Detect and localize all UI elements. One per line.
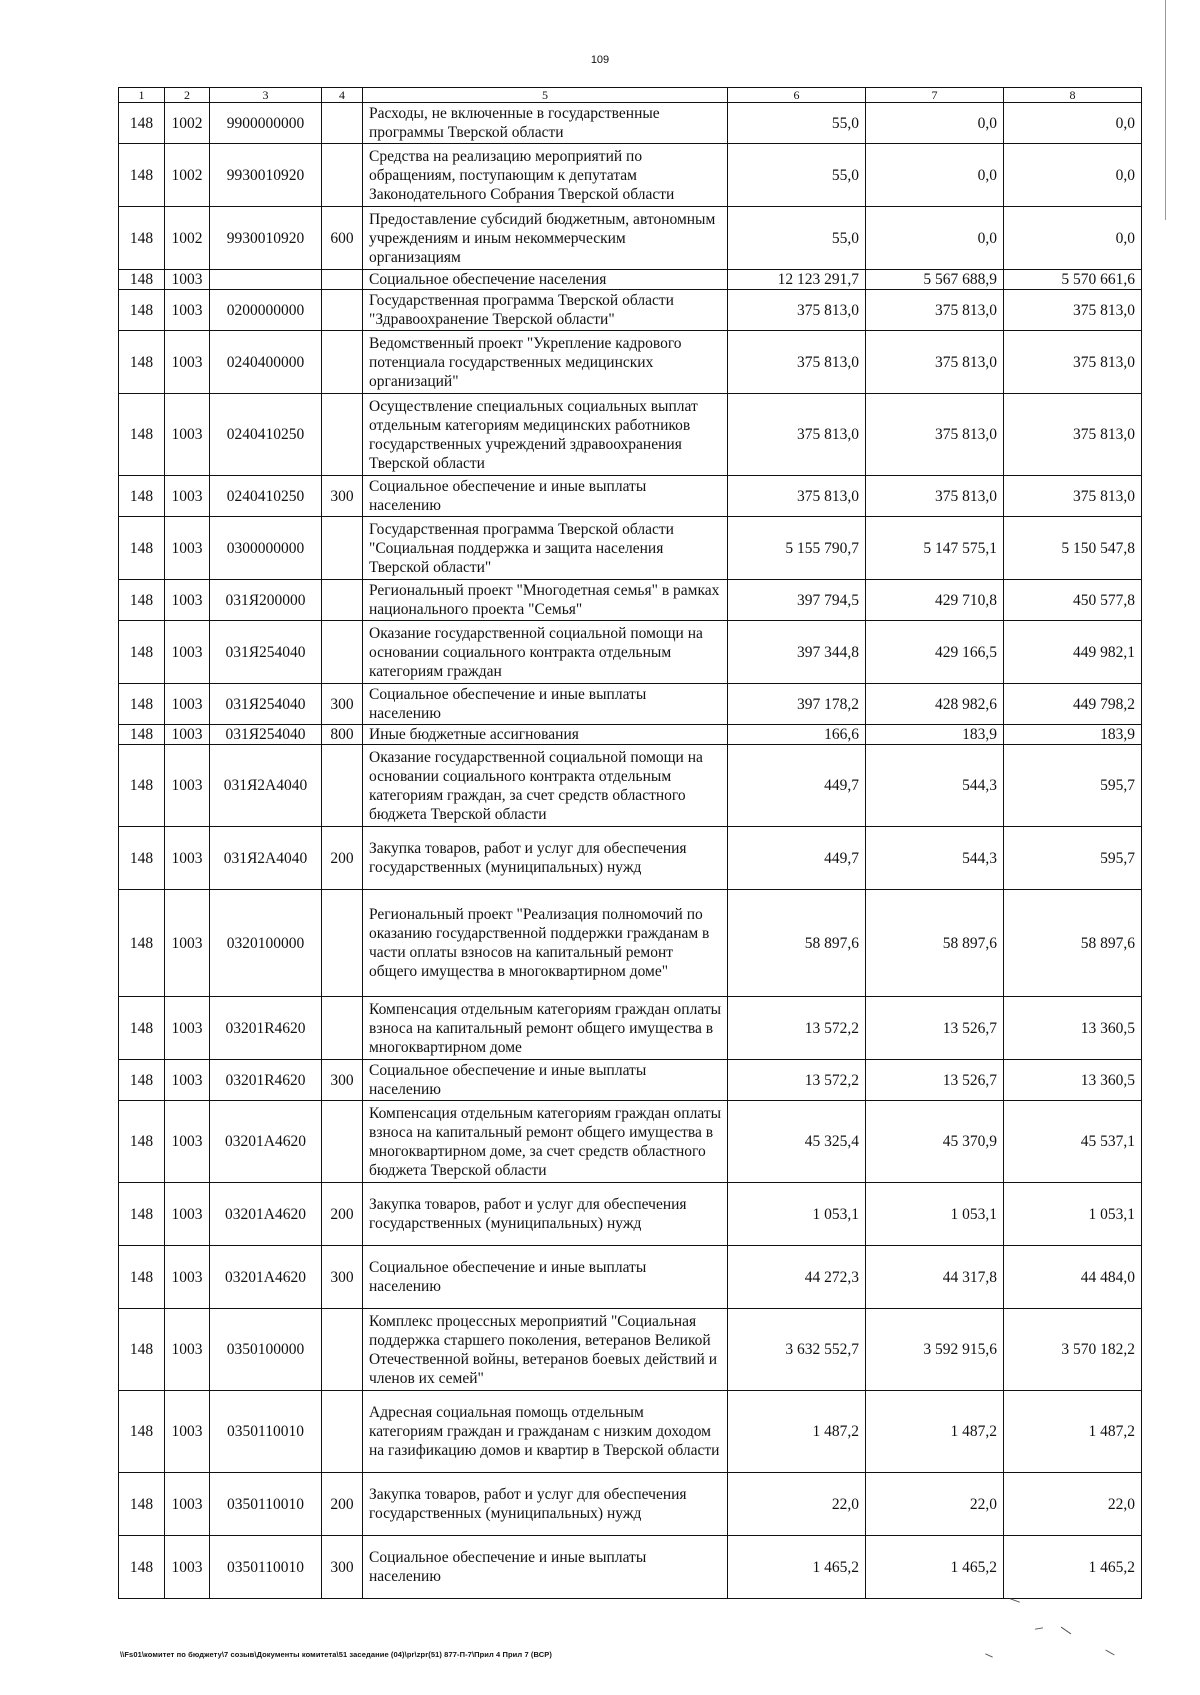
item-name: Социальное обеспечение населения — [363, 270, 728, 290]
target-article-code: 0240400000 — [210, 331, 322, 394]
item-name: Социальное обеспечение и иные выплаты населению — [363, 1246, 728, 1309]
file-path-footer: \\Fs01\комитет по бюджету\7 созыв\Документы комитета\51 заседание (04)\pr\zpr(51) 877-П-7\Прил 4 Прил 7 (ВСР) — [120, 1650, 552, 1659]
item-name: Закупка товаров, работ и услуг для обеспечения государственных (муниципальных) нужд — [363, 1183, 728, 1246]
chapter-code: 148 — [119, 270, 165, 290]
item-name: Закупка товаров, работ и услуг для обеспечения государственных (муниципальных) нужд — [363, 1473, 728, 1536]
expense-type-code — [322, 745, 363, 827]
table-row — [119, 725, 1142, 745]
amount-col7: 58 897,6 — [866, 890, 1004, 997]
expense-type-code — [322, 997, 363, 1060]
amount-col6: 449,7 — [728, 827, 866, 890]
amount-col7: 3 592 915,6 — [866, 1309, 1004, 1391]
table-row — [119, 890, 1142, 997]
chapter-code: 148 — [119, 1473, 165, 1536]
chapter-code: 148 — [119, 890, 165, 997]
table-row — [119, 331, 1142, 394]
section-code: 1003 — [165, 331, 210, 394]
amount-col7: 5 147 575,1 — [866, 517, 1004, 580]
table-row — [119, 207, 1142, 270]
table-row — [119, 1391, 1142, 1473]
target-article-code: 03201А4620 — [210, 1183, 322, 1246]
target-article-code: 0320100000 — [210, 890, 322, 997]
amount-col8: 375 813,0 — [1004, 290, 1142, 331]
amount-col6: 55,0 — [728, 103, 866, 144]
item-name: Государственная программа Тверской области "Здравоохранение Тверской области" — [363, 290, 728, 331]
section-code: 1003 — [165, 580, 210, 621]
expense-type-code: 300 — [322, 684, 363, 725]
amount-col8: 1 487,2 — [1004, 1391, 1142, 1473]
amount-col6: 1 465,2 — [728, 1536, 866, 1599]
table-row — [119, 1101, 1142, 1183]
chapter-code: 148 — [119, 621, 165, 684]
table-row — [119, 621, 1142, 684]
amount-col6: 55,0 — [728, 207, 866, 270]
table-row — [119, 580, 1142, 621]
amount-col8: 13 360,5 — [1004, 997, 1142, 1060]
chapter-code: 148 — [119, 144, 165, 207]
amount-col7: 183,9 — [866, 725, 1004, 745]
column-header: 8 — [1004, 88, 1142, 103]
expense-type-code: 800 — [322, 725, 363, 745]
expense-type-code: 200 — [322, 1183, 363, 1246]
amount-col7: 13 526,7 — [866, 997, 1004, 1060]
item-name: Адресная социальная помощь отдельным категориям граждан и гражданам с низким доходом на газификацию домов и квартир в Тверской области — [363, 1391, 728, 1473]
amount-col7: 1 465,2 — [866, 1536, 1004, 1599]
chapter-code: 148 — [119, 394, 165, 476]
target-article-code: 0350110010 — [210, 1536, 322, 1599]
amount-col7: 429 710,8 — [866, 580, 1004, 621]
section-code: 1003 — [165, 890, 210, 997]
amount-col8: 595,7 — [1004, 745, 1142, 827]
item-name: Региональный проект "Многодетная семья" в рамках национального проекта "Семья" — [363, 580, 728, 621]
item-name: Оказание государственной социальной помощи на основании социального контракта отдельным категориям граждан, за счет средств областного бюджета Тверской области — [363, 745, 728, 827]
expense-type-code: 300 — [322, 1246, 363, 1309]
amount-col8: 3 570 182,2 — [1004, 1309, 1142, 1391]
target-article-code: 031Я254040 — [210, 684, 322, 725]
expense-type-code: 300 — [322, 476, 363, 517]
amount-col6: 13 572,2 — [728, 1060, 866, 1101]
amount-col6: 166,6 — [728, 725, 866, 745]
amount-col8: 1 465,2 — [1004, 1536, 1142, 1599]
expense-type-code — [322, 580, 363, 621]
section-code: 1003 — [165, 394, 210, 476]
expense-type-code: 300 — [322, 1060, 363, 1101]
section-code: 1003 — [165, 1246, 210, 1309]
budget-table — [118, 87, 1142, 1599]
chapter-code: 148 — [119, 1309, 165, 1391]
amount-col8: 595,7 — [1004, 827, 1142, 890]
section-code: 1003 — [165, 1391, 210, 1473]
table-row — [119, 1536, 1142, 1599]
column-header: 4 — [322, 88, 363, 103]
item-name: Средства на реализацию мероприятий по обращениям, поступающим к депутатам Законодательного Собрания Тверской области — [363, 144, 728, 207]
amount-col6: 375 813,0 — [728, 476, 866, 517]
amount-col8: 375 813,0 — [1004, 394, 1142, 476]
table-row — [119, 270, 1142, 290]
scan-mark — [985, 1653, 993, 1657]
amount-col8: 0,0 — [1004, 144, 1142, 207]
target-article-code: 031Я254040 — [210, 725, 322, 745]
amount-col6: 44 272,3 — [728, 1246, 866, 1309]
chapter-code: 148 — [119, 331, 165, 394]
table-row — [119, 476, 1142, 517]
target-article-code — [210, 270, 322, 290]
column-header: 6 — [728, 88, 866, 103]
target-article-code: 0240410250 — [210, 476, 322, 517]
item-name: Социальное обеспечение и иные выплаты населению — [363, 1060, 728, 1101]
target-article-code: 031Я254040 — [210, 621, 322, 684]
amount-col8: 449 798,2 — [1004, 684, 1142, 725]
target-article-code: 0300000000 — [210, 517, 322, 580]
chapter-code: 148 — [119, 476, 165, 517]
expense-type-code — [322, 1391, 363, 1473]
section-code: 1003 — [165, 1060, 210, 1101]
section-code: 1003 — [165, 1536, 210, 1599]
amount-col8: 22,0 — [1004, 1473, 1142, 1536]
item-name: Социальное обеспечение и иные выплаты населению — [363, 684, 728, 725]
chapter-code: 148 — [119, 517, 165, 580]
target-article-code: 9930010920 — [210, 144, 322, 207]
item-name: Государственная программа Тверской области "Социальная поддержка и защита населения Тверской области" — [363, 517, 728, 580]
amount-col6: 449,7 — [728, 745, 866, 827]
amount-col8: 0,0 — [1004, 207, 1142, 270]
expense-type-code — [322, 517, 363, 580]
chapter-code: 148 — [119, 103, 165, 144]
chapter-code: 148 — [119, 1060, 165, 1101]
amount-col8: 13 360,5 — [1004, 1060, 1142, 1101]
amount-col8: 375 813,0 — [1004, 476, 1142, 517]
amount-col6: 397 344,8 — [728, 621, 866, 684]
amount-col7: 1 053,1 — [866, 1183, 1004, 1246]
chapter-code: 148 — [119, 1246, 165, 1309]
table-row — [119, 745, 1142, 827]
item-name: Комплекс процессных мероприятий "Социальная поддержка старшего поколения, ветеранов Великой Отечественной войны, ветеранов боевых действий и членов их семей" — [363, 1309, 728, 1391]
amount-col7: 429 166,5 — [866, 621, 1004, 684]
target-article-code: 03201А4620 — [210, 1101, 322, 1183]
table-row — [119, 103, 1142, 144]
amount-col7: 0,0 — [866, 144, 1004, 207]
section-code: 1003 — [165, 1309, 210, 1391]
section-code: 1003 — [165, 725, 210, 745]
amount-col7: 44 317,8 — [866, 1246, 1004, 1309]
item-name: Закупка товаров, работ и услуг для обеспечения государственных (муниципальных) нужд — [363, 827, 728, 890]
amount-col8: 1 053,1 — [1004, 1183, 1142, 1246]
section-code: 1003 — [165, 517, 210, 580]
amount-col7: 0,0 — [866, 207, 1004, 270]
expense-type-code — [322, 621, 363, 684]
page-number: 109 — [590, 54, 610, 66]
expense-type-code — [322, 394, 363, 476]
expense-type-code — [322, 103, 363, 144]
section-code: 1003 — [165, 827, 210, 890]
item-name: Предоставление субсидий бюджетным, автономным учреждениям и иным некоммерческим организациям — [363, 207, 728, 270]
table-row — [119, 517, 1142, 580]
chapter-code: 148 — [119, 580, 165, 621]
section-code: 1003 — [165, 997, 210, 1060]
amount-col6: 375 813,0 — [728, 394, 866, 476]
expense-type-code — [322, 890, 363, 997]
amount-col6: 5 155 790,7 — [728, 517, 866, 580]
column-header: 1 — [119, 88, 165, 103]
header-row — [119, 88, 1142, 103]
chapter-code: 148 — [119, 1536, 165, 1599]
expense-type-code — [322, 1101, 363, 1183]
section-code: 1003 — [165, 621, 210, 684]
amount-col6: 397 178,2 — [728, 684, 866, 725]
column-header: 7 — [866, 88, 1004, 103]
target-article-code: 03201R4620 — [210, 997, 322, 1060]
amount-col6: 1 053,1 — [728, 1183, 866, 1246]
target-article-code: 03201R4620 — [210, 1060, 322, 1101]
target-article-code: 031Я2А4040 — [210, 745, 322, 827]
amount-col6: 58 897,6 — [728, 890, 866, 997]
amount-col6: 22,0 — [728, 1473, 866, 1536]
chapter-code: 148 — [119, 684, 165, 725]
amount-col8: 5 150 547,8 — [1004, 517, 1142, 580]
scan-mark — [1061, 1627, 1071, 1635]
amount-col7: 1 487,2 — [866, 1391, 1004, 1473]
expense-type-code — [322, 331, 363, 394]
amount-col7: 375 813,0 — [866, 290, 1004, 331]
section-code: 1003 — [165, 1473, 210, 1536]
expense-type-code: 200 — [322, 827, 363, 890]
table-row — [119, 144, 1142, 207]
chapter-code: 148 — [119, 725, 165, 745]
amount-col7: 375 813,0 — [866, 331, 1004, 394]
expense-type-code: 600 — [322, 207, 363, 270]
amount-col6: 12 123 291,7 — [728, 270, 866, 290]
amount-col6: 55,0 — [728, 144, 866, 207]
scan-mark — [1165, 0, 1166, 220]
amount-col7: 375 813,0 — [866, 476, 1004, 517]
item-name: Социальное обеспечение и иные выплаты населению — [363, 476, 728, 517]
amount-col7: 0,0 — [866, 103, 1004, 144]
chapter-code: 148 — [119, 997, 165, 1060]
table-row — [119, 1183, 1142, 1246]
amount-col8: 449 982,1 — [1004, 621, 1142, 684]
amount-col6: 397 794,5 — [728, 580, 866, 621]
item-name: Расходы, не включенные в государственные программы Тверской области — [363, 103, 728, 144]
target-article-code: 0350110010 — [210, 1391, 322, 1473]
section-code: 1003 — [165, 1183, 210, 1246]
target-article-code: 0350100000 — [210, 1309, 322, 1391]
item-name: Осуществление специальных социальных выплат отдельным категориям медицинских работников государственных учреждений здравоохранения Тверской области — [363, 394, 728, 476]
amount-col8: 45 537,1 — [1004, 1101, 1142, 1183]
amount-col6: 13 572,2 — [728, 997, 866, 1060]
expense-type-code — [322, 144, 363, 207]
expense-type-code — [322, 270, 363, 290]
amount-col8: 5 570 661,6 — [1004, 270, 1142, 290]
item-name: Иные бюджетные ассигнования — [363, 725, 728, 745]
amount-col8: 450 577,8 — [1004, 580, 1142, 621]
item-name: Социальное обеспечение и иные выплаты населению — [363, 1536, 728, 1599]
item-name: Компенсация отдельным категориям граждан оплаты взноса на капитальный ремонт общего имущества в многоквартирном доме, за счет средств областного бюджета Тверской области — [363, 1101, 728, 1183]
amount-col7: 13 526,7 — [866, 1060, 1004, 1101]
section-code: 1002 — [165, 103, 210, 144]
section-code: 1003 — [165, 290, 210, 331]
scan-mark — [1105, 1650, 1114, 1656]
item-name: Оказание государственной социальной помощи на основании социального контракта отдельным категориям граждан — [363, 621, 728, 684]
amount-col7: 45 370,9 — [866, 1101, 1004, 1183]
target-article-code: 031Я2А4040 — [210, 827, 322, 890]
target-article-code: 0200000000 — [210, 290, 322, 331]
table-row — [119, 394, 1142, 476]
chapter-code: 148 — [119, 827, 165, 890]
target-article-code: 031Я200000 — [210, 580, 322, 621]
item-name: Компенсация отдельным категориям граждан оплаты взноса на капитальный ремонт общего имущества в многоквартирном доме — [363, 997, 728, 1060]
amount-col7: 544,3 — [866, 745, 1004, 827]
section-code: 1003 — [165, 270, 210, 290]
amount-col6: 1 487,2 — [728, 1391, 866, 1473]
scan-mark — [1035, 1627, 1043, 1629]
section-code: 1003 — [165, 684, 210, 725]
chapter-code: 148 — [119, 207, 165, 270]
column-header: 5 — [363, 88, 728, 103]
table-row — [119, 827, 1142, 890]
section-code: 1003 — [165, 745, 210, 827]
amount-col8: 183,9 — [1004, 725, 1142, 745]
section-code: 1002 — [165, 144, 210, 207]
column-header: 3 — [210, 88, 322, 103]
amount-col7: 375 813,0 — [866, 394, 1004, 476]
expense-type-code: 300 — [322, 1536, 363, 1599]
target-article-code: 9900000000 — [210, 103, 322, 144]
target-article-code: 0240410250 — [210, 394, 322, 476]
amount-col6: 45 325,4 — [728, 1101, 866, 1183]
amount-col8: 58 897,6 — [1004, 890, 1142, 997]
amount-col6: 3 632 552,7 — [728, 1309, 866, 1391]
chapter-code: 148 — [119, 290, 165, 331]
chapter-code: 148 — [119, 1391, 165, 1473]
amount-col8: 0,0 — [1004, 103, 1142, 144]
chapter-code: 148 — [119, 1101, 165, 1183]
amount-col8: 375 813,0 — [1004, 331, 1142, 394]
expense-type-code — [322, 1309, 363, 1391]
table-row — [119, 1473, 1142, 1536]
item-name: Региональный проект "Реализация полномочий по оказанию государственной поддержки гражданам в части оплаты взносов на капитальный ремонт общего имущества в многоквартирном доме" — [363, 890, 728, 997]
chapter-code: 148 — [119, 745, 165, 827]
table-row — [119, 997, 1142, 1060]
table-row — [119, 684, 1142, 725]
target-article-code: 0350110010 — [210, 1473, 322, 1536]
section-code: 1003 — [165, 476, 210, 517]
table-row — [119, 1246, 1142, 1309]
amount-col6: 375 813,0 — [728, 290, 866, 331]
section-code: 1003 — [165, 1101, 210, 1183]
target-article-code: 03201А4620 — [210, 1246, 322, 1309]
table-row — [119, 1060, 1142, 1101]
expense-type-code: 200 — [322, 1473, 363, 1536]
table-row — [119, 290, 1142, 331]
amount-col7: 544,3 — [866, 827, 1004, 890]
section-code: 1002 — [165, 207, 210, 270]
amount-col8: 44 484,0 — [1004, 1246, 1142, 1309]
expense-type-code — [322, 290, 363, 331]
target-article-code: 9930010920 — [210, 207, 322, 270]
amount-col6: 375 813,0 — [728, 331, 866, 394]
table-row — [119, 1309, 1142, 1391]
column-header: 2 — [165, 88, 210, 103]
amount-col7: 5 567 688,9 — [866, 270, 1004, 290]
chapter-code: 148 — [119, 1183, 165, 1246]
amount-col7: 428 982,6 — [866, 684, 1004, 725]
amount-col7: 22,0 — [866, 1473, 1004, 1536]
item-name: Ведомственный проект "Укрепление кадрового потенциала государственных медицинских организаций" — [363, 331, 728, 394]
